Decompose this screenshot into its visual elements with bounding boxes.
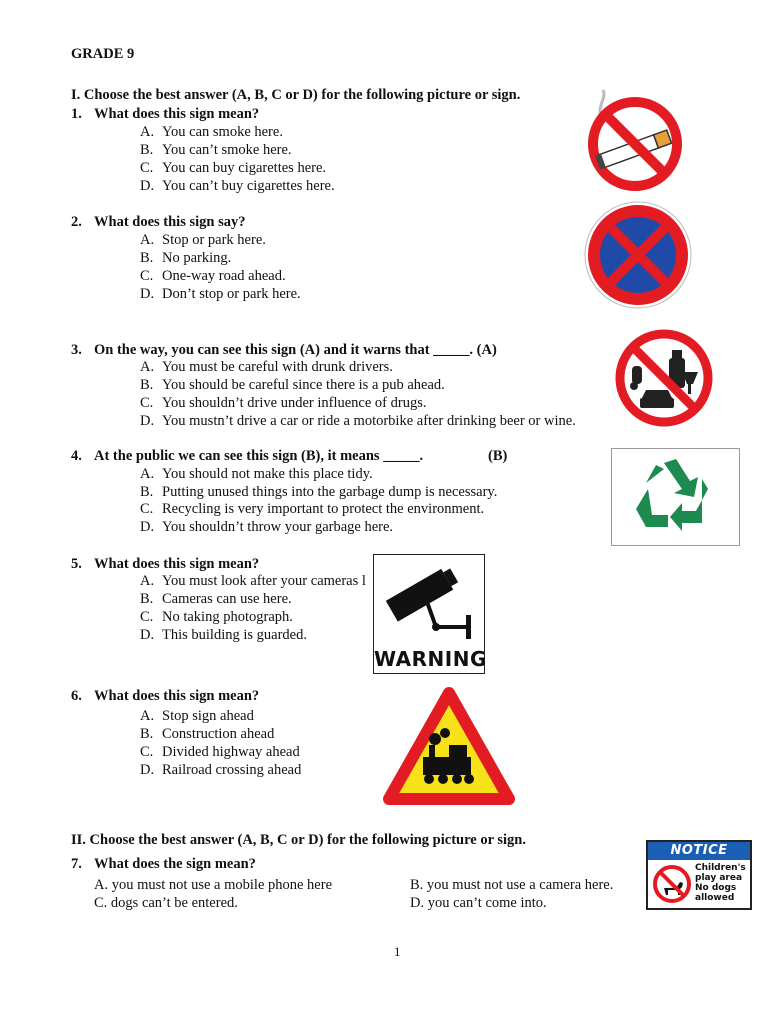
q4-option-d[interactable]: D. You shouldn’t throw your garbage here.	[140, 519, 394, 535]
question-7: 7. What does the sign mean?	[71, 856, 256, 872]
q3-option-d[interactable]: D. You mustn’t drive a car or ride a motorbike after drinking beer or wine.	[140, 413, 576, 429]
warning-sign-text: WARNING	[374, 647, 487, 671]
q1-option-a[interactable]: A. You can smoke here.	[140, 124, 283, 140]
question-1: 1. What does this sign mean?	[71, 106, 260, 122]
no-smoking-icon	[583, 88, 687, 192]
q4-option-b[interactable]: B. Putting unused things into the garbage dump is necessary.	[140, 484, 498, 500]
q3-option-c[interactable]: C. You shouldn’t drive under influence of drugs.	[140, 395, 427, 411]
q7-option-d[interactable]: D. you can’t come into.	[410, 895, 547, 911]
q1-option-d[interactable]: D. You can’t buy cigarettes here.	[140, 178, 335, 194]
question-3: 3. On the way, you can see this sign (A) and it warns that _____. (A)	[71, 342, 497, 358]
q3-option-a[interactable]: A. You must be careful with drunk drivers.	[140, 359, 393, 375]
section-2-heading: II. Choose the best answer (A, B, C or D) for the following picture or sign.	[71, 832, 527, 848]
q2-option-a[interactable]: A. Stop or park here.	[140, 232, 266, 248]
q5-option-b[interactable]: B. Cameras can use here.	[140, 591, 292, 607]
q5-option-a[interactable]: A. You must look after your cameras l	[140, 573, 366, 589]
railroad-crossing-icon	[383, 687, 515, 807]
no-dog-icon	[652, 864, 692, 904]
q7-option-a[interactable]: A. you must not use a mobile phone here	[94, 877, 333, 893]
question-4: 4. At the public we can see this sign (B), it means _____.	[71, 448, 424, 464]
q6-option-d[interactable]: D. Railroad crossing ahead	[140, 762, 302, 778]
question-6: 6. What does this sign mean?	[71, 688, 260, 704]
q5-option-d[interactable]: D. This building is guarded.	[140, 627, 307, 643]
q1-option-c[interactable]: C. You can buy cigarettes here.	[140, 160, 327, 176]
q1-option-b[interactable]: B. You can’t smoke here.	[140, 142, 292, 158]
q3-option-b[interactable]: B. You should be careful since there is a pub ahead.	[140, 377, 445, 393]
q6-option-c[interactable]: C. Divided highway ahead	[140, 744, 300, 760]
question-4-tag: (B)	[488, 448, 508, 464]
page-number: 1	[394, 944, 401, 959]
q7-option-b[interactable]: B. you must not use a camera here.	[410, 877, 614, 893]
q5-option-c[interactable]: C. No taking photograph.	[140, 609, 293, 625]
question-2: 2. What does this sign say?	[71, 214, 246, 230]
no-dogs-notice-icon	[646, 840, 752, 910]
q2-option-b[interactable]: B. No parking.	[140, 250, 232, 266]
notice-title: NOTICE	[648, 842, 750, 860]
q4-option-a[interactable]: A. You should not make this place tidy.	[140, 466, 373, 482]
grade-title: GRADE 9	[71, 46, 135, 62]
question-5: 5. What does this sign mean?	[71, 556, 260, 572]
q2-option-d[interactable]: D. Don’t stop or park here.	[140, 286, 301, 302]
cctv-warning-icon	[373, 554, 485, 674]
q6-option-b[interactable]: B. Construction ahead	[140, 726, 275, 742]
no-stopping-icon	[583, 198, 693, 312]
section-1-heading: I. Choose the best answer (A, B, C or D) for the following picture or sign.	[71, 87, 521, 103]
notice-text: Children's play area No dogs allowed	[695, 863, 746, 903]
q6-option-a[interactable]: A. Stop sign ahead	[140, 708, 254, 724]
q7-option-c[interactable]: C. dogs can’t be entered.	[94, 895, 238, 911]
q2-option-c[interactable]: C. One-way road ahead.	[140, 268, 286, 284]
no-drink-driving-icon	[614, 328, 714, 428]
q4-option-c[interactable]: C. Recycling is very important to protect the environment.	[140, 501, 485, 517]
recycle-icon	[611, 448, 740, 546]
